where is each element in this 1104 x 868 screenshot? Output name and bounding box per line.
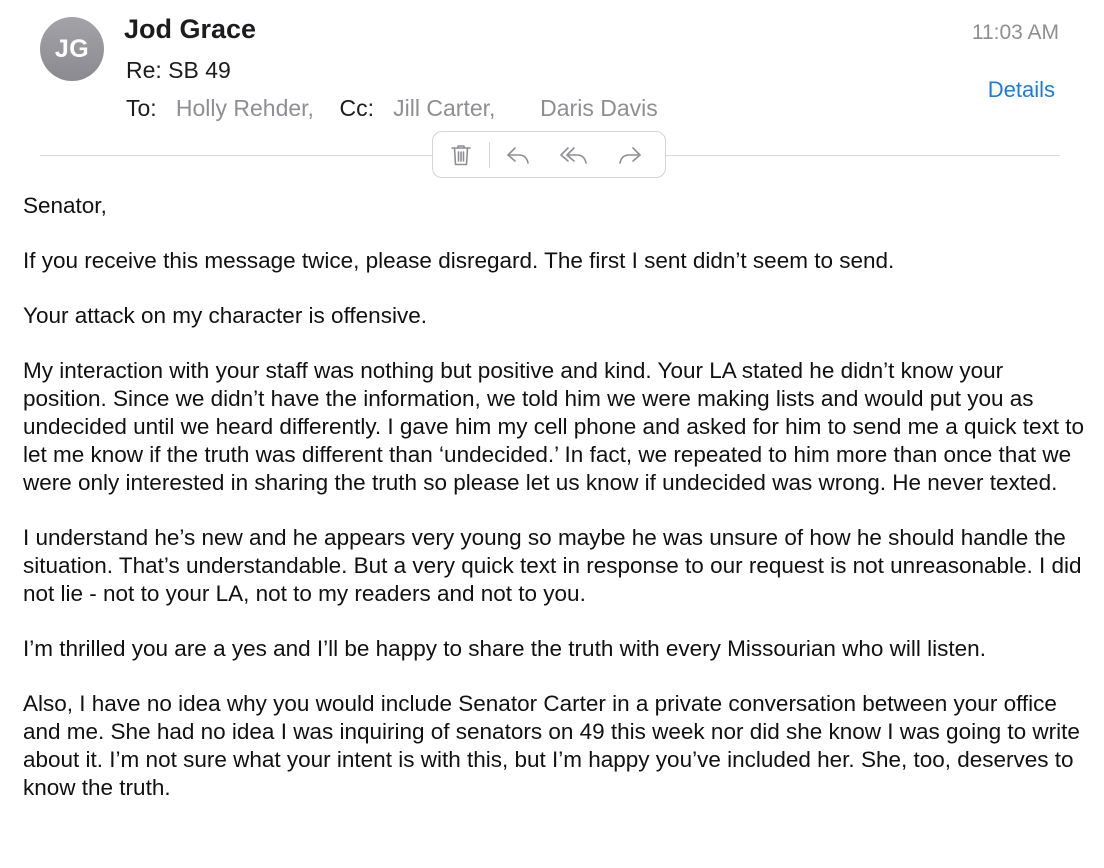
forward-button[interactable] bbox=[602, 132, 658, 177]
body-paragraph: Also, I have no idea why you would include Senator Carter in a private conversation between your office and me. She had no idea I was inquiring of senators on 49 this week nor did she know I was going to write about it. I’m not sure what your intent is with this, but I’m happy you’ve included her. She, too, deserves to know the truth. bbox=[23, 691, 1080, 800]
reply-all-icon bbox=[558, 145, 590, 165]
trash-icon bbox=[450, 143, 472, 167]
body-paragraph: I’m thrilled you are a yes and I’ll be happy to share the truth with every Missourian who will listen. bbox=[23, 636, 986, 661]
cc-label: Cc: bbox=[339, 95, 374, 121]
message-toolbar bbox=[432, 131, 666, 178]
avatar-initials: JG bbox=[54, 34, 90, 63]
to-label: To: bbox=[126, 95, 157, 121]
message-time: 11:03 AM bbox=[971, 21, 1059, 44]
body-paragraph: I understand he’s new and he appears very young so maybe he was unsure of how he should handle the situation. That’s understandable. But a very quick text in response to our request is not unreasonable. I did not lie - not to your LA, not to my readers and not to you. bbox=[23, 525, 1082, 606]
body-paragraph: My interaction with your staff was nothing but positive and kind. Your LA stated he didn’t know your position. Since we didn’t have the information, we told him we were making lists and would put you as undecided until we heard differently. I gave him my cell phone and asked for him to send me a quick text to let me know if the truth was different than ‘undecided.’ In fact, we repeated to him more than once that we were only interested in sharing the truth so please let us know if undecided was wrong. He never texted. bbox=[23, 358, 1085, 495]
subject-line: Re: SB 49 bbox=[126, 57, 231, 83]
recipients-line bbox=[126, 95, 658, 122]
reply-icon bbox=[505, 145, 531, 165]
body-paragraph: Senator, bbox=[23, 193, 107, 218]
forward-icon bbox=[617, 145, 643, 165]
details-link[interactable]: Details bbox=[987, 77, 1055, 102]
cc-recipient[interactable]: Daris Davis bbox=[540, 95, 658, 121]
body-paragraph: If you receive this message twice, please disregard. The first I sent didn’t seem to send. bbox=[23, 248, 895, 273]
sender-name[interactable]: Jod Grace bbox=[124, 14, 257, 44]
reply-button[interactable] bbox=[490, 132, 546, 177]
body-paragraph: Your attack on my character is offensive. bbox=[23, 303, 427, 328]
reply-all-button[interactable] bbox=[546, 132, 602, 177]
sender-avatar[interactable] bbox=[40, 17, 104, 81]
message-body bbox=[23, 192, 1089, 829]
cc-recipient[interactable]: Jill Carter, bbox=[393, 95, 496, 121]
trash-button[interactable] bbox=[433, 132, 489, 177]
to-recipient[interactable]: Holly Rehder, bbox=[175, 95, 314, 121]
